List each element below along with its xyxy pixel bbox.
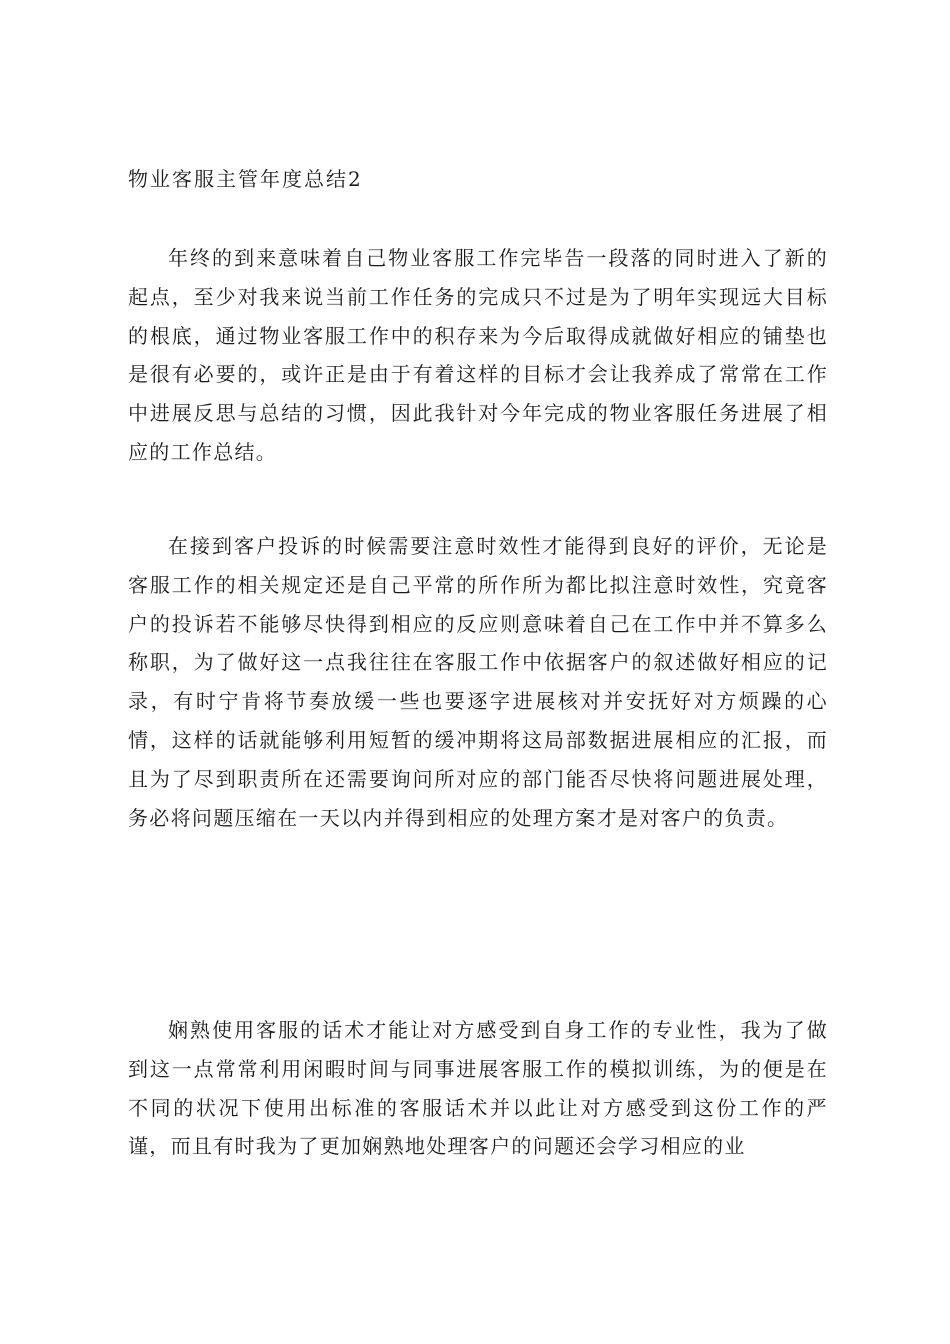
paragraph-2: 在接到客户投诉的时候需要注意时效性才能得到良好的评价，无论是客服工作的相关规定还是自己平常的所作所为都比拟注意时效性，究竟客户的投诉若不能够尽快得到相应的反应则意味着自己在工作中并不算多么称职，为了做好这一点我往往在客服工作中依据客户的叙述做好相应的记录，有时宁肯将节奏放缓一些也要逐字进展核对并安抚好对方烦躁的心情，这样的话就能够利用短暂的缓冲期将这局部数据进展相应的汇报，而且为了尽到职责所在还需要询问所对应的部门能否尽快将问题进展处理，务必将问题压缩在一天以内并得到相应的处理方案才是对客户的负责。 <box>128 534 828 830</box>
paragraph-3: 娴熟使用客服的话术才能让对方感受到自身工作的专业性，我为了做到这一点常常利用闲暇时间与同事进展客服工作的模拟训练，为的便是在不同的状况下使用出标准的客服话术并以此让对方感受到这份工作的严谨，而且有时我为了更加娴熟地处理客户的问题还会学习相应的业 <box>128 1018 828 1159</box>
document-title: 物业客服主管年度总结2 <box>128 167 363 191</box>
paragraph-1: 年终的到来意味着自己物业客服工作完毕告一段落的同时进入了新的起点，至少对我来说当前工作任务的完成只不过是为了明年实现远大目标的根底，通过物业客服工作中的积存来为今后取得成就做好相应的铺垫也是很有必要的，或许正是由于有着这样的目标才会让我养成了常常在工作中进展反思与总结的习惯，因此我针对今年完成的物业客服任务进展了相应的工作总结。 <box>128 246 828 464</box>
